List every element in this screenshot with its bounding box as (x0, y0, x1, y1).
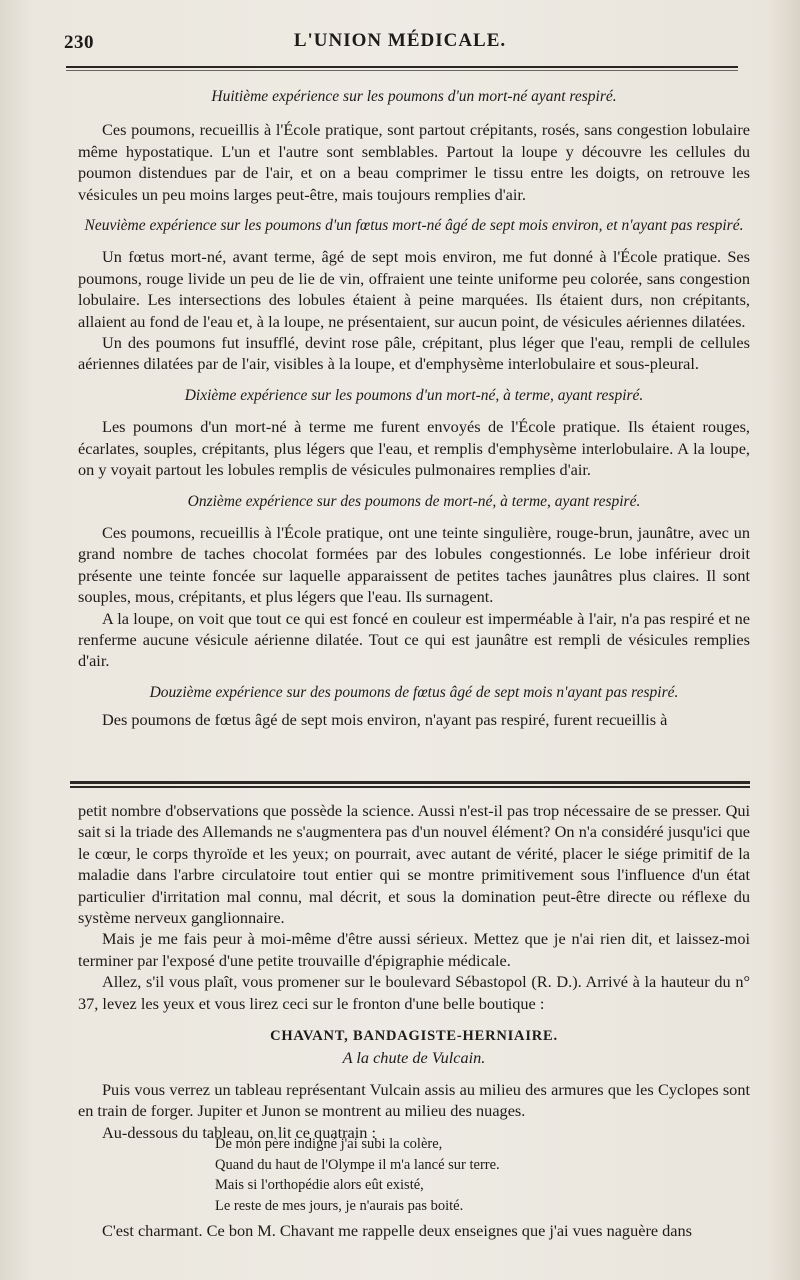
page-number: 230 (64, 32, 94, 53)
journal-title: L'UNION MÉDICALE. (293, 30, 507, 51)
paragraph-experiment-8: Ces poumons, recueillis à l'École pratique, sont partout crépitants, rosés, sans congestion lobulaire même hypostatique. L'un et l'autre sont semblables. Partout la loupe y découvre les cellules du poumon distendues par de l'air, et on a beau comprimer le tissu entre les doigts, on retrouve les vésicules un peu moins larges peut-être, mais toujours remplies d'air. (78, 120, 750, 204)
paragraph-experiment-9b: Un des poumons fut insufflé, devint rose pâle, crépitant, plus léger que l'eau, rempli de cellules aériennes dilatées par de l'air, visibles à la loupe, et d'emphysème interlobulaire et sous-pleural. (78, 333, 750, 374)
paragraph-experiment-11b: A la loupe, on voit que tout ce qui est foncé en couleur est imperméable à l'air, n'a pas respiré et ne renferme aucune vésicule aérienne dilatée. Tout ce qui est jaunâtre est rempli de vésicules remplies d'air. (78, 608, 750, 671)
section-separator (70, 781, 750, 784)
heading-experiment-8: Huitième expérience sur les poumons d'un mort-né ayant respiré. (211, 88, 617, 105)
paragraph-experiment-12: Des poumons de fœtus âgé de sept mois environ, n'ayant pas respiré, furent recueillis à (102, 710, 668, 730)
header-rule-thin (66, 70, 738, 71)
paragraph-experiment-10: Les poumons d'un mort-né à terme me furent envoyés de l'École pratique. Ils étaient rouges, écarlates, souples, crépitants, plus légers que l'eau, et remplis d'emphysème interlobulaire. A la loupe, on y voyait partout les lobules remplis de vésicules pulmonaires remplies d'air. (78, 417, 750, 480)
section-separator-2 (70, 786, 750, 788)
paragraph-feuilleton-d: Puis vous verrez un tableau représentant Vulcain assis au milieu des armures que les Cyclopes sont en train de forger. Jupiter et Junon se montrent au milieu des nuages. (78, 1079, 750, 1121)
paragraph-feuilleton-c: Allez, s'il vous plaît, vous promener sur le boulevard Sébastopol (R. D.). Arrivé à la hauteur du n° 37, levez les yeux et vous lirez ceci sur le fronton d'une belle boutique : (78, 972, 750, 1013)
paragraph-feuilleton-e: Au-dessous du tableau, on lit ce quatrain : (102, 1122, 376, 1142)
quatrain-line-4: Le reste de mes jours, je n'aurais pas boité. (215, 1197, 464, 1214)
paragraph-feuilleton-a: petit nombre d'observations que possède la science. Aussi n'est-il pas trop nécessaire de se presser. Qui sait si la triade des Allemands ne s'augmentera pas d'un nouvel élément? On n'a considéré jusqu'ici que le cœur, le corps thyroïde et les yeux; on pourrait, avec autant de vérité, placer le siége primitif de la maladie dans l'arbre circulatoire tout entier qui se montre primitivement sous l'influence d'un état particulier d'irritation mal connu, mal décrit, et sous la domination peut-être directe ou réflexe du système nerveux ganglionnaire. (78, 801, 750, 928)
heading-experiment-10: Dixième expérience sur les poumons d'un mort-né, à terme, ayant respiré. (184, 386, 644, 404)
quatrain-line-1: De mon père indigné j'ai subi la colère, (215, 1136, 443, 1152)
quatrain-line-2: Quand du haut de l'Olympe il m'a lancé sur terre. (215, 1156, 500, 1173)
header-rule (66, 66, 738, 68)
paragraph-experiment-11a: Ces poumons, recueillis à l'École pratique, ont une teinte singulière, rouge-brun, jaunâtre, avec un grand nombre de taches chocolat formées par des lobules congestionnés. Le lobe inférieur droit présente une teinte foncée sur laquelle apparaissent de petites taches jaunâtres plus claires. Il sont souples, mous, crépitants, et plus légers que l'eau. Ils surnagent. (78, 522, 750, 607)
running-head (60, 30, 740, 58)
shop-sign-name: CHAVANT, BANDAGISTE-HERNIAIRE. (270, 1028, 558, 1045)
paragraph-feuilleton-b: Mais je me fais peur à moi-même d'être aussi sérieux. Mettez que je n'ai rien dit, et laissez-moi terminer par l'exposé d'une petite trouvaille d'épigraphie médicale. (78, 929, 750, 970)
quatrain (215, 1134, 595, 1216)
lower-section (78, 800, 750, 1143)
paragraph-feuilleton-f: C'est charmant. Ce bon M. Chavant me rappelle deux enseignes que j'ai vues naguère dans (102, 1221, 693, 1240)
heading-experiment-11: Onzième expérience sur des poumons de mort-né, à terme, ayant respiré. (187, 492, 641, 510)
paragraph-experiment-9a: Un fœtus mort-né, avant terme, âgé de sept mois environ, me fut donné à l'École pratique. Ses poumons, rouge livide un peu de lie de vin, offraient une teinte uniforme peu colorée, sans congestion lobulaire. Les intersections des lobules étaient à peine marquées. Ils étaient durs, non crépitants, allaient au fond de l'eau et, à la loupe, ne présentaient, sur aucun point, de vésicules aériennes dilatées. (78, 247, 750, 331)
quatrain-line-3: Mais si l'orthopédie alors eût existé, (215, 1177, 424, 1193)
closing-section (78, 1220, 750, 1241)
heading-experiment-9: Neuvième expérience sur les poumons d'un fœtus mort-né âgé de sept mois environ, et n'ayant pas respiré. (84, 217, 744, 235)
upper-section (78, 86, 750, 731)
heading-experiment-12: Douzième expérience sur des poumons de fœtus âgé de sept mois n'ayant pas respiré. (149, 683, 679, 701)
shop-sign-subtitle: A la chute de Vulcain. (342, 1048, 486, 1068)
